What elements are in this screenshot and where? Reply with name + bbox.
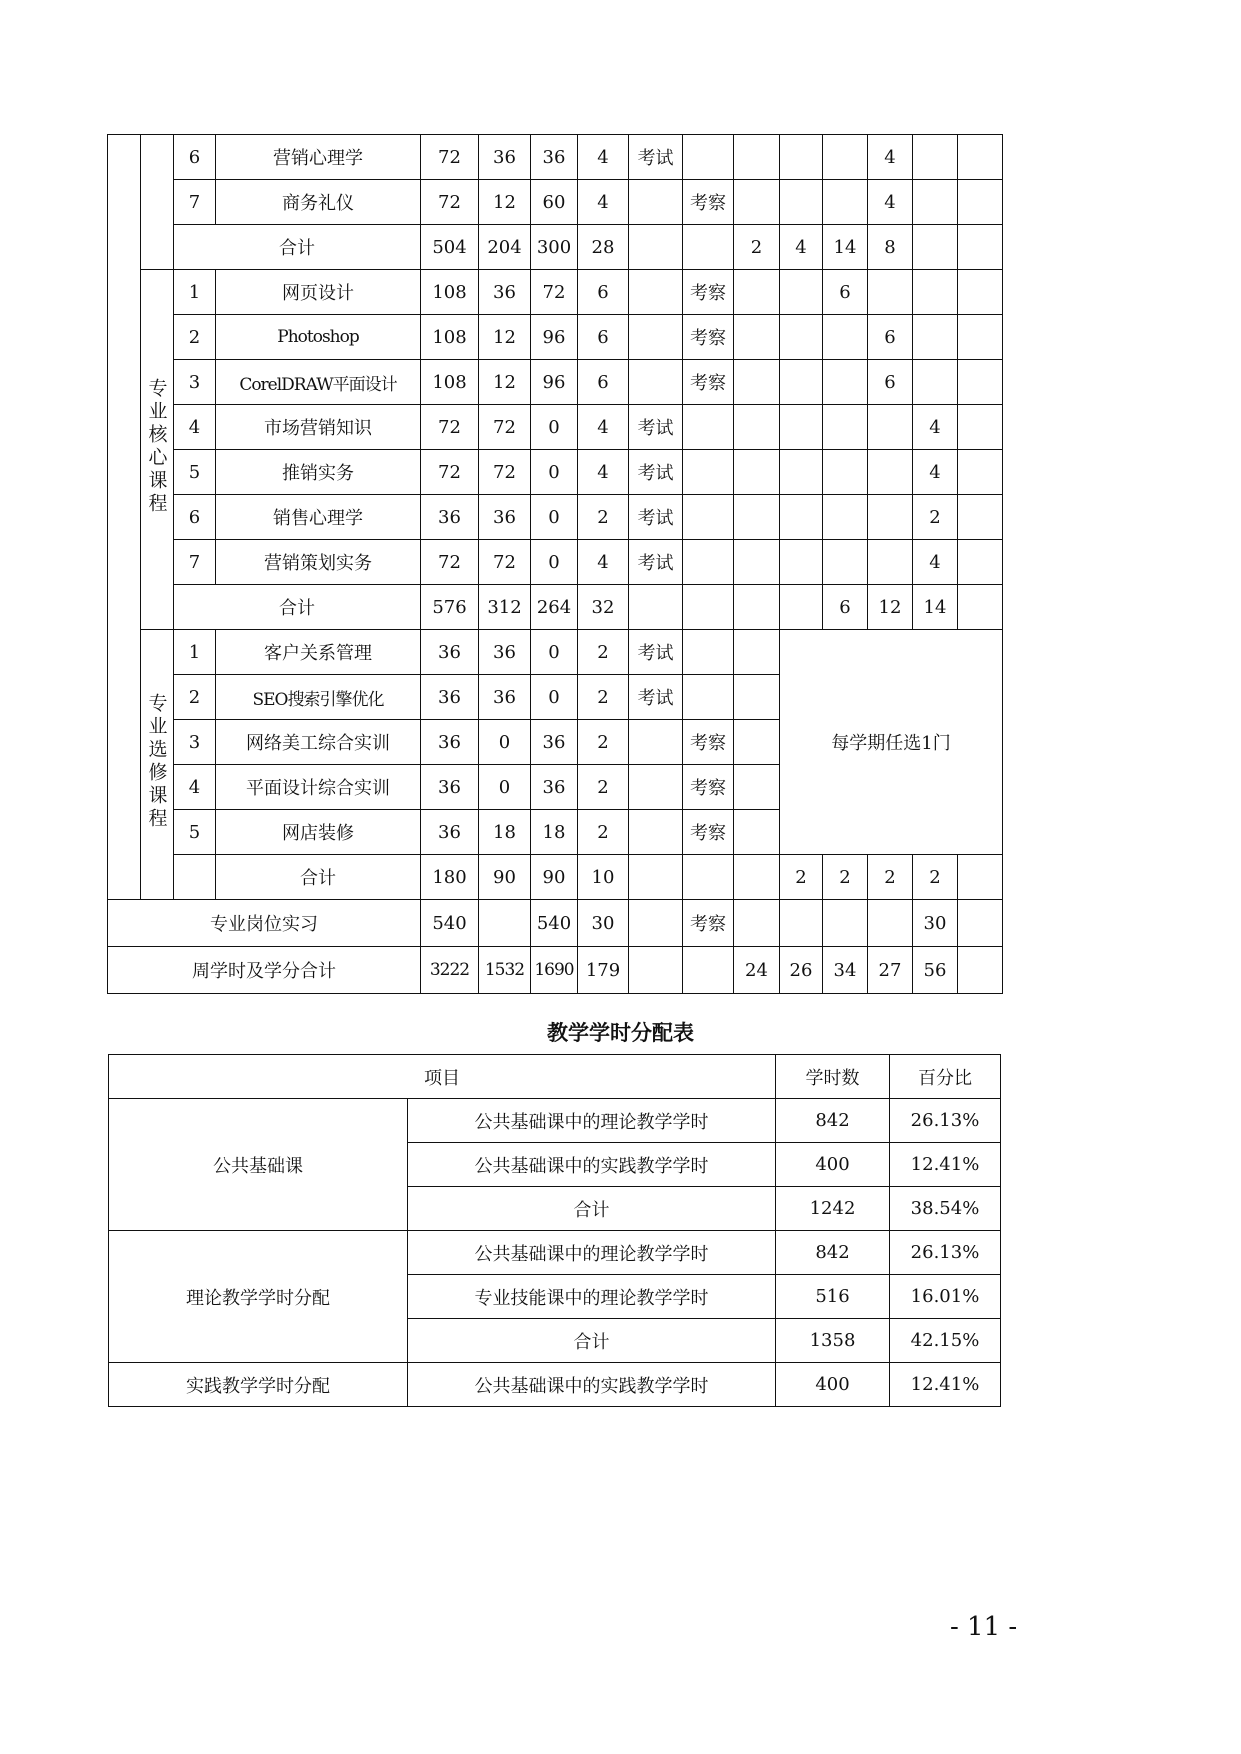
cell-exam xyxy=(629,225,683,270)
cell-theory: 72 xyxy=(479,450,531,495)
category-outer-cell xyxy=(108,135,141,900)
allocation-item: 公共基础课中的实践教学学时 xyxy=(408,1143,776,1187)
cell-exam: 考试 xyxy=(629,405,683,450)
category-label-elective xyxy=(141,630,174,900)
cell-assess: 考察 xyxy=(683,360,734,405)
cell-practice: 72 xyxy=(531,270,578,315)
grand-total-row xyxy=(108,947,1003,994)
course-row xyxy=(108,405,1003,450)
cell-total: 108 xyxy=(421,270,479,315)
course-seq: 5 xyxy=(174,450,216,495)
cell-s5: 2 xyxy=(913,495,958,540)
course-row xyxy=(108,495,1003,540)
cell-s6 xyxy=(958,180,1003,225)
cell-total: 108 xyxy=(421,360,479,405)
subtotal-seq-blank xyxy=(174,855,216,900)
cell-exam: 考试 xyxy=(629,135,683,180)
cell-credits: 2 xyxy=(578,720,629,765)
cell-s3 xyxy=(823,405,868,450)
cell-exam: 考试 xyxy=(629,495,683,540)
internship-row xyxy=(108,900,1003,947)
cell-total: 576 xyxy=(421,585,479,630)
cell-s2 xyxy=(780,405,823,450)
allocation-percent: 12.41% xyxy=(890,1363,1001,1407)
cell-credits: 2 xyxy=(578,630,629,675)
category-label-text: 专业选修课程 xyxy=(145,693,168,831)
cell-practice: 264 xyxy=(531,585,578,630)
cell-theory: 72 xyxy=(479,405,531,450)
cell-theory xyxy=(479,900,531,947)
course-name: 市场营销知识 xyxy=(216,405,421,450)
cell-s4: 8 xyxy=(868,225,913,270)
cell-s3: 14 xyxy=(823,225,868,270)
cell-credits: 4 xyxy=(578,405,629,450)
course-name: Photoshop xyxy=(216,315,421,360)
cell-s3 xyxy=(823,540,868,585)
allocation-hours: 400 xyxy=(776,1143,890,1187)
cell-credits: 28 xyxy=(578,225,629,270)
course-row xyxy=(108,315,1003,360)
cell-exam xyxy=(629,947,683,994)
allocation-row xyxy=(109,1231,1001,1275)
cell-exam xyxy=(629,180,683,225)
cell-s3: 6 xyxy=(823,270,868,315)
allocation-percent: 12.41% xyxy=(890,1143,1001,1187)
cell-s1 xyxy=(734,855,780,900)
cell-s5 xyxy=(913,135,958,180)
cell-s1 xyxy=(734,315,780,360)
cell-total: 36 xyxy=(421,810,479,855)
cell-s6 xyxy=(958,947,1003,994)
cell-s5 xyxy=(913,360,958,405)
cell-total: 540 xyxy=(421,900,479,947)
allocation-percent: 38.54% xyxy=(890,1187,1001,1231)
cell-exam xyxy=(629,315,683,360)
allocation-item: 合计 xyxy=(408,1319,776,1363)
cell-s3: 34 xyxy=(823,947,868,994)
cell-credits: 4 xyxy=(578,540,629,585)
cell-s6 xyxy=(958,405,1003,450)
course-name: 营销策划实务 xyxy=(216,540,421,585)
cell-assess: 考察 xyxy=(683,270,734,315)
cell-practice: 18 xyxy=(531,810,578,855)
cell-credits: 32 xyxy=(578,585,629,630)
cell-exam: 考试 xyxy=(629,675,683,720)
cell-practice: 36 xyxy=(531,720,578,765)
course-name: 商务礼仪 xyxy=(216,180,421,225)
course-name: 网页设计 xyxy=(216,270,421,315)
cell-s5: 4 xyxy=(913,405,958,450)
allocation-percent: 16.01% xyxy=(890,1275,1001,1319)
cell-credits: 6 xyxy=(578,360,629,405)
cell-total: 504 xyxy=(421,225,479,270)
cell-total: 72 xyxy=(421,180,479,225)
cell-practice: 96 xyxy=(531,360,578,405)
cell-s1 xyxy=(734,135,780,180)
cell-s1 xyxy=(734,495,780,540)
cell-exam xyxy=(629,585,683,630)
course-row xyxy=(108,270,1003,315)
course-seq: 6 xyxy=(174,135,216,180)
cell-assess xyxy=(683,585,734,630)
allocation-row xyxy=(109,1363,1001,1407)
cell-s5 xyxy=(913,270,958,315)
cell-practice: 96 xyxy=(531,315,578,360)
cell-assess: 考察 xyxy=(683,810,734,855)
cell-s4: 6 xyxy=(868,360,913,405)
grand-total-row-label: 周学时及学分合计 xyxy=(108,947,421,994)
cell-s1 xyxy=(734,585,780,630)
cell-exam xyxy=(629,900,683,947)
allocation-hours: 1242 xyxy=(776,1187,890,1231)
cell-s1 xyxy=(734,180,780,225)
cell-assess xyxy=(683,855,734,900)
subtotal-row xyxy=(108,855,1003,900)
elective-note: 每学期任选1门 xyxy=(780,630,1003,855)
cell-exam xyxy=(629,855,683,900)
course-seq: 7 xyxy=(174,540,216,585)
cell-practice: 90 xyxy=(531,855,578,900)
cell-s2 xyxy=(780,270,823,315)
category-label-core xyxy=(141,270,174,630)
cell-s1 xyxy=(734,270,780,315)
subtotal-label: 合计 xyxy=(174,585,421,630)
cell-s3 xyxy=(823,135,868,180)
cell-credits: 4 xyxy=(578,135,629,180)
course-seq: 6 xyxy=(174,495,216,540)
cell-credits: 4 xyxy=(578,450,629,495)
cell-assess xyxy=(683,450,734,495)
cell-practice: 0 xyxy=(531,540,578,585)
cell-assess: 考察 xyxy=(683,765,734,810)
cell-credits: 30 xyxy=(578,900,629,947)
cell-theory: 204 xyxy=(479,225,531,270)
cell-exam xyxy=(629,765,683,810)
cell-s4: 4 xyxy=(868,180,913,225)
cell-s3 xyxy=(823,180,868,225)
cell-practice: 0 xyxy=(531,630,578,675)
cell-s3: 6 xyxy=(823,585,868,630)
cell-credits: 2 xyxy=(578,765,629,810)
cell-s6 xyxy=(958,855,1003,900)
cell-assess: 考察 xyxy=(683,180,734,225)
cell-total: 72 xyxy=(421,540,479,585)
cell-s4 xyxy=(868,900,913,947)
cell-s6 xyxy=(958,450,1003,495)
cell-credits: 179 xyxy=(578,947,629,994)
cell-theory: 36 xyxy=(479,495,531,540)
cell-s3 xyxy=(823,450,868,495)
cell-assess xyxy=(683,135,734,180)
course-seq: 7 xyxy=(174,180,216,225)
cell-s4: 2 xyxy=(868,855,913,900)
cell-credits: 6 xyxy=(578,270,629,315)
cell-s6 xyxy=(958,360,1003,405)
cell-assess xyxy=(683,540,734,585)
cell-s1 xyxy=(734,765,780,810)
allocation-percent: 42.15% xyxy=(890,1319,1001,1363)
cell-practice: 300 xyxy=(531,225,578,270)
course-name: 网络美工综合实训 xyxy=(216,720,421,765)
cell-practice: 0 xyxy=(531,405,578,450)
allocation-row xyxy=(109,1099,1001,1143)
cell-practice: 1690 xyxy=(531,947,578,994)
cell-s6 xyxy=(958,315,1003,360)
cell-s4: 6 xyxy=(868,315,913,360)
cell-assess: 考察 xyxy=(683,720,734,765)
cell-s2 xyxy=(780,540,823,585)
allocation-item: 专业技能课中的理论教学学时 xyxy=(408,1275,776,1319)
course-name: 推销实务 xyxy=(216,450,421,495)
cell-s2 xyxy=(780,495,823,540)
cell-s4 xyxy=(868,540,913,585)
cell-total: 36 xyxy=(421,495,479,540)
cell-assess xyxy=(683,405,734,450)
cell-s6 xyxy=(958,585,1003,630)
cell-total: 72 xyxy=(421,405,479,450)
cell-s5: 4 xyxy=(913,450,958,495)
course-row xyxy=(108,180,1003,225)
cell-s2 xyxy=(780,180,823,225)
subtotal-label: 合计 xyxy=(174,225,421,270)
subtotal-label: 合计 xyxy=(216,855,421,900)
cell-s2 xyxy=(780,135,823,180)
cell-s6 xyxy=(958,270,1003,315)
course-row xyxy=(108,135,1003,180)
course-name: 销售心理学 xyxy=(216,495,421,540)
cell-s6 xyxy=(958,225,1003,270)
cell-theory: 36 xyxy=(479,270,531,315)
cell-s4 xyxy=(868,270,913,315)
cell-credits: 2 xyxy=(578,810,629,855)
cell-theory: 36 xyxy=(479,675,531,720)
category-label-text: 专业核心课程 xyxy=(145,378,168,516)
cell-s2: 2 xyxy=(780,855,823,900)
cell-assess: 考察 xyxy=(683,900,734,947)
cell-s3: 2 xyxy=(823,855,868,900)
cell-s4: 27 xyxy=(868,947,913,994)
cell-s3 xyxy=(823,900,868,947)
cell-s2: 4 xyxy=(780,225,823,270)
cell-s6 xyxy=(958,135,1003,180)
cell-credits: 2 xyxy=(578,495,629,540)
allocation-hours: 516 xyxy=(776,1275,890,1319)
cell-exam xyxy=(629,270,683,315)
cell-practice: 60 xyxy=(531,180,578,225)
course-seq: 4 xyxy=(174,765,216,810)
subtotal-row xyxy=(108,225,1003,270)
cell-exam xyxy=(629,360,683,405)
allocation-item: 公共基础课中的实践教学学时 xyxy=(408,1363,776,1407)
allocation-item: 合计 xyxy=(408,1187,776,1231)
course-name: 平面设计综合实训 xyxy=(216,765,421,810)
curriculum-table xyxy=(107,134,1003,994)
cell-practice: 0 xyxy=(531,495,578,540)
cell-theory: 90 xyxy=(479,855,531,900)
cell-total: 36 xyxy=(421,765,479,810)
allocation-percent: 26.13% xyxy=(890,1099,1001,1143)
cell-assess xyxy=(683,947,734,994)
cell-theory: 12 xyxy=(479,180,531,225)
cell-assess xyxy=(683,675,734,720)
cell-assess xyxy=(683,495,734,540)
cell-s1 xyxy=(734,720,780,765)
cell-assess: 考察 xyxy=(683,315,734,360)
cell-practice: 36 xyxy=(531,765,578,810)
course-seq: 2 xyxy=(174,315,216,360)
course-row xyxy=(108,360,1003,405)
cell-assess xyxy=(683,630,734,675)
cell-s1 xyxy=(734,630,780,675)
cell-total: 36 xyxy=(421,675,479,720)
cell-theory: 18 xyxy=(479,810,531,855)
cell-s5: 14 xyxy=(913,585,958,630)
cell-s3 xyxy=(823,360,868,405)
course-name: 网店装修 xyxy=(216,810,421,855)
allocation-item: 公共基础课中的理论教学学时 xyxy=(408,1099,776,1143)
cell-theory: 72 xyxy=(479,540,531,585)
cell-exam xyxy=(629,720,683,765)
allocation-hours: 1358 xyxy=(776,1319,890,1363)
allocation-hours: 842 xyxy=(776,1099,890,1143)
course-seq: 3 xyxy=(174,360,216,405)
cell-theory: 12 xyxy=(479,315,531,360)
cell-s1 xyxy=(734,405,780,450)
cell-exam: 考试 xyxy=(629,630,683,675)
header-percent: 百分比 xyxy=(890,1055,1001,1099)
course-name: SEO搜索引擎优化 xyxy=(216,675,421,720)
cell-s6 xyxy=(958,900,1003,947)
cell-total: 180 xyxy=(421,855,479,900)
cell-s1 xyxy=(734,540,780,585)
course-name: 营销心理学 xyxy=(216,135,421,180)
allocation-table xyxy=(108,1054,1001,1407)
cell-credits: 10 xyxy=(578,855,629,900)
cell-s3 xyxy=(823,315,868,360)
header-hours: 学时数 xyxy=(776,1055,890,1099)
course-seq: 3 xyxy=(174,720,216,765)
cell-s1 xyxy=(734,900,780,947)
header-item: 项目 xyxy=(109,1055,776,1099)
cell-s1: 24 xyxy=(734,947,780,994)
cell-s5: 2 xyxy=(913,855,958,900)
cell-s3 xyxy=(823,495,868,540)
cell-total: 72 xyxy=(421,450,479,495)
allocation-hours: 842 xyxy=(776,1231,890,1275)
allocation-item: 公共基础课中的理论教学学时 xyxy=(408,1231,776,1275)
cell-s2 xyxy=(780,900,823,947)
cell-practice: 36 xyxy=(531,135,578,180)
cell-s1 xyxy=(734,810,780,855)
allocation-hours: 400 xyxy=(776,1363,890,1407)
allocation-percent: 26.13% xyxy=(890,1231,1001,1275)
course-row xyxy=(108,630,1003,675)
allocation-group-label: 理论教学学时分配 xyxy=(109,1231,408,1363)
cell-s1 xyxy=(734,675,780,720)
category-label-cell xyxy=(141,135,174,270)
cell-s1 xyxy=(734,360,780,405)
cell-practice: 540 xyxy=(531,900,578,947)
cell-total: 36 xyxy=(421,720,479,765)
cell-theory: 12 xyxy=(479,360,531,405)
cell-credits: 4 xyxy=(578,180,629,225)
cell-assess xyxy=(683,225,734,270)
cell-exam xyxy=(629,810,683,855)
cell-total: 72 xyxy=(421,135,479,180)
cell-s1 xyxy=(734,450,780,495)
cell-s6 xyxy=(958,495,1003,540)
allocation-table-title: 教学学时分配表 xyxy=(547,1021,694,1045)
cell-s5 xyxy=(913,225,958,270)
cell-s2 xyxy=(780,360,823,405)
cell-total: 36 xyxy=(421,630,479,675)
allocation-header-row xyxy=(109,1055,1001,1099)
allocation-group-label: 公共基础课 xyxy=(109,1099,408,1231)
cell-s5 xyxy=(913,180,958,225)
allocation-group-label: 实践教学学时分配 xyxy=(109,1363,408,1407)
cell-s2 xyxy=(780,315,823,360)
cell-s6 xyxy=(958,540,1003,585)
cell-s2 xyxy=(780,450,823,495)
cell-s5 xyxy=(913,315,958,360)
cell-s4: 4 xyxy=(868,135,913,180)
cell-total: 108 xyxy=(421,315,479,360)
cell-theory: 1532 xyxy=(479,947,531,994)
course-seq: 5 xyxy=(174,810,216,855)
course-seq: 2 xyxy=(174,675,216,720)
cell-s5: 56 xyxy=(913,947,958,994)
cell-theory: 0 xyxy=(479,720,531,765)
cell-s2: 26 xyxy=(780,947,823,994)
cell-theory: 36 xyxy=(479,630,531,675)
course-seq: 1 xyxy=(174,270,216,315)
page-number: - 11 - xyxy=(950,1612,1018,1642)
cell-s5: 30 xyxy=(913,900,958,947)
cell-s5: 4 xyxy=(913,540,958,585)
internship-row-label: 专业岗位实习 xyxy=(108,900,421,947)
course-seq: 1 xyxy=(174,630,216,675)
cell-s4 xyxy=(868,495,913,540)
cell-s4 xyxy=(868,450,913,495)
cell-practice: 0 xyxy=(531,675,578,720)
cell-practice: 0 xyxy=(531,450,578,495)
course-row xyxy=(108,540,1003,585)
cell-s2 xyxy=(780,585,823,630)
cell-s4 xyxy=(868,405,913,450)
cell-exam: 考试 xyxy=(629,540,683,585)
course-name: 客户关系管理 xyxy=(216,630,421,675)
cell-credits: 2 xyxy=(578,675,629,720)
subtotal-row xyxy=(108,585,1003,630)
cell-theory: 0 xyxy=(479,765,531,810)
cell-s4: 12 xyxy=(868,585,913,630)
cell-theory: 312 xyxy=(479,585,531,630)
cell-theory: 36 xyxy=(479,135,531,180)
cell-s1: 2 xyxy=(734,225,780,270)
cell-total: 3222 xyxy=(421,947,479,994)
course-name: CorelDRAW平面设计 xyxy=(216,360,421,405)
course-row xyxy=(108,450,1003,495)
cell-credits: 6 xyxy=(578,315,629,360)
course-seq: 4 xyxy=(174,405,216,450)
cell-exam: 考试 xyxy=(629,450,683,495)
